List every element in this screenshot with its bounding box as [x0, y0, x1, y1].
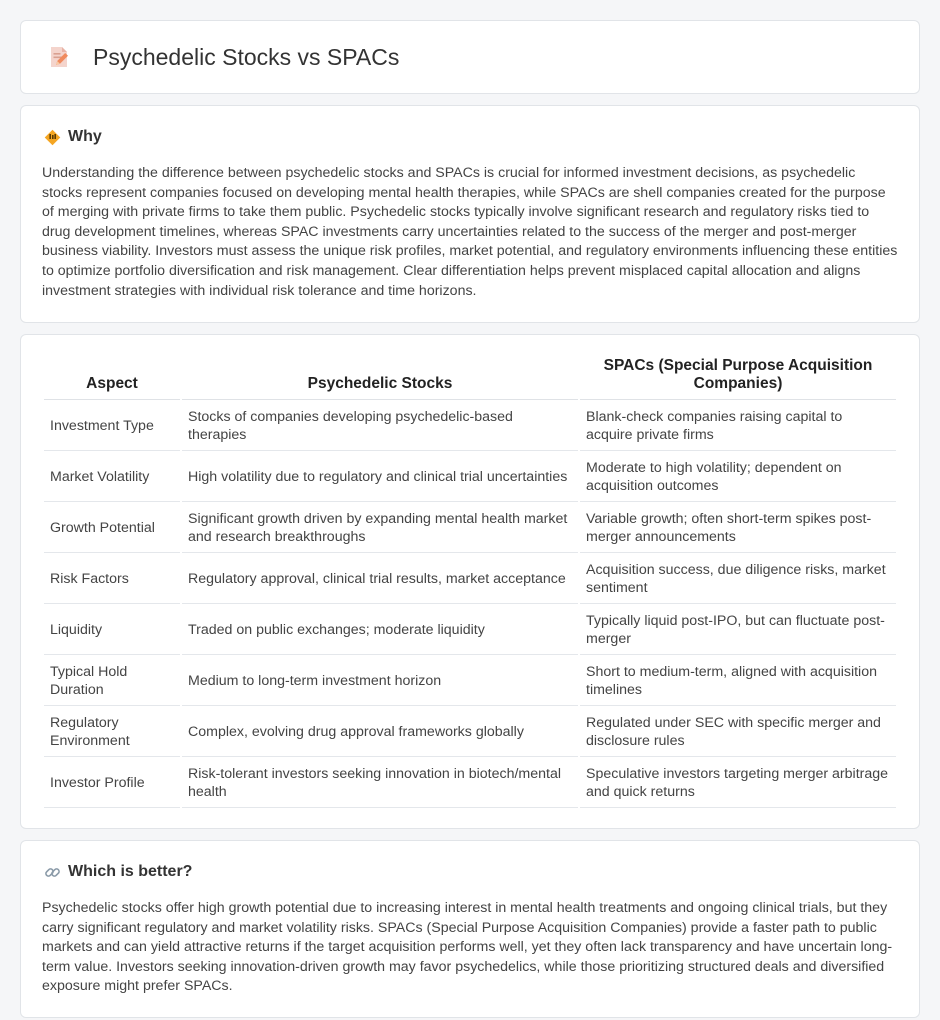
which-is-better-body: Psychedelic stocks offer high growth potential due to increasing interest in mental health treatments and ongoing clinical trials, but they carry significant regulatory and market volatility risks. SPACs (Special Purpose Acquisition Companies) provide a faster path to public markets and can yield attractive returns if the target acquisition performs well, yet they often lack transparency and have uncertain long-term value. Investors seeking innovation-driven growth may favor psychedelics, while those prioritizing structured deals and diversified exposure might prefer SPACs. — [42, 900, 893, 995]
table-row — [44, 759, 896, 808]
why-section — [20, 105, 920, 323]
table-cell: Acquisition success, due diligence risks, market sentiment — [580, 555, 896, 604]
table-row — [44, 657, 896, 706]
which-is-better-title: Which is better? — [68, 863, 193, 880]
table-cell: Market Volatility — [44, 453, 180, 502]
table-cell: Typically liquid post-IPO, but can fluctuate post-merger — [580, 606, 896, 655]
column-header: Aspect — [44, 351, 180, 400]
table-row — [44, 606, 896, 655]
table-cell: Blank-check companies raising capital to acquire private firms — [580, 402, 896, 451]
table-cell: Significant growth driven by expanding mental health market and research breakthroughs — [182, 504, 578, 553]
table-cell: Moderate to high volatility; dependent on acquisition outcomes — [580, 453, 896, 502]
table-cell: Variable growth; often short-term spikes post-merger announcements — [580, 504, 896, 553]
comparison-table — [42, 349, 898, 810]
page-title: Psychedelic Stocks vs SPACs — [93, 43, 400, 70]
column-header: Psychedelic Stocks — [182, 351, 578, 400]
why-title: Why — [68, 128, 102, 145]
diamond-warning-icon — [44, 129, 61, 146]
table-cell: Regulatory approval, clinical trial results, market acceptance — [182, 555, 578, 604]
table-header-row — [44, 351, 896, 400]
table-row — [44, 453, 896, 502]
why-body: Understanding the difference between psychedelic stocks and SPACs is crucial for informed investment decisions, as psychedelic stocks represent companies focused on developing mental health therapies, while SPACs are shell companies created for the purpose of merging with private firms to take them public. Psychedelic stocks typically involve significant research and regulatory risks tied to drug development timelines, whereas SPAC investments carry uncertainties related to the success of the merger and post-merger business viability. Investors must assess the unique risk profiles, market potential, and regulatory environments influencing these entities to optimize portfolio diversification and risk management. Clear differentiation helps prevent misplaced capital allocation and aligns investment strategies with individual risk tolerance and time horizons. — [42, 165, 898, 299]
table-cell: Liquidity — [44, 606, 180, 655]
table-cell: Risk-tolerant investors seeking innovation in biotech/mental health — [182, 759, 578, 808]
table-row — [44, 504, 896, 553]
which-is-better-section — [20, 840, 920, 1018]
which-is-better-heading — [42, 863, 898, 881]
table-cell: Growth Potential — [44, 504, 180, 553]
table-cell: Regulated under SEC with specific merger and disclosure rules — [580, 708, 896, 757]
table-row — [44, 708, 896, 757]
table-cell: Regulatory Environment — [44, 708, 180, 757]
comparison-table-card — [20, 334, 920, 829]
table-cell: Investment Type — [44, 402, 180, 451]
table-cell: Investor Profile — [44, 759, 180, 808]
page-header — [20, 20, 920, 94]
table-cell: Traded on public exchanges; moderate liquidity — [182, 606, 578, 655]
table-cell: Stocks of companies developing psychedelic-based therapies — [182, 402, 578, 451]
table-cell: High volatility due to regulatory and clinical trial uncertainties — [182, 453, 578, 502]
table-row — [44, 402, 896, 451]
link-icon — [44, 864, 61, 881]
table-cell: Short to medium-term, aligned with acquisition timelines — [580, 657, 896, 706]
column-header: SPACs (Special Purpose Acquisition Companies) — [580, 351, 896, 400]
table-cell: Medium to long-term investment horizon — [182, 657, 578, 706]
document-pencil-icon — [47, 45, 71, 69]
table-row — [44, 555, 896, 604]
table-cell: Speculative investors targeting merger arbitrage and quick returns — [580, 759, 896, 808]
table-cell: Complex, evolving drug approval frameworks globally — [182, 708, 578, 757]
table-cell: Risk Factors — [44, 555, 180, 604]
why-heading — [42, 128, 898, 146]
table-cell: Typical Hold Duration — [44, 657, 180, 706]
